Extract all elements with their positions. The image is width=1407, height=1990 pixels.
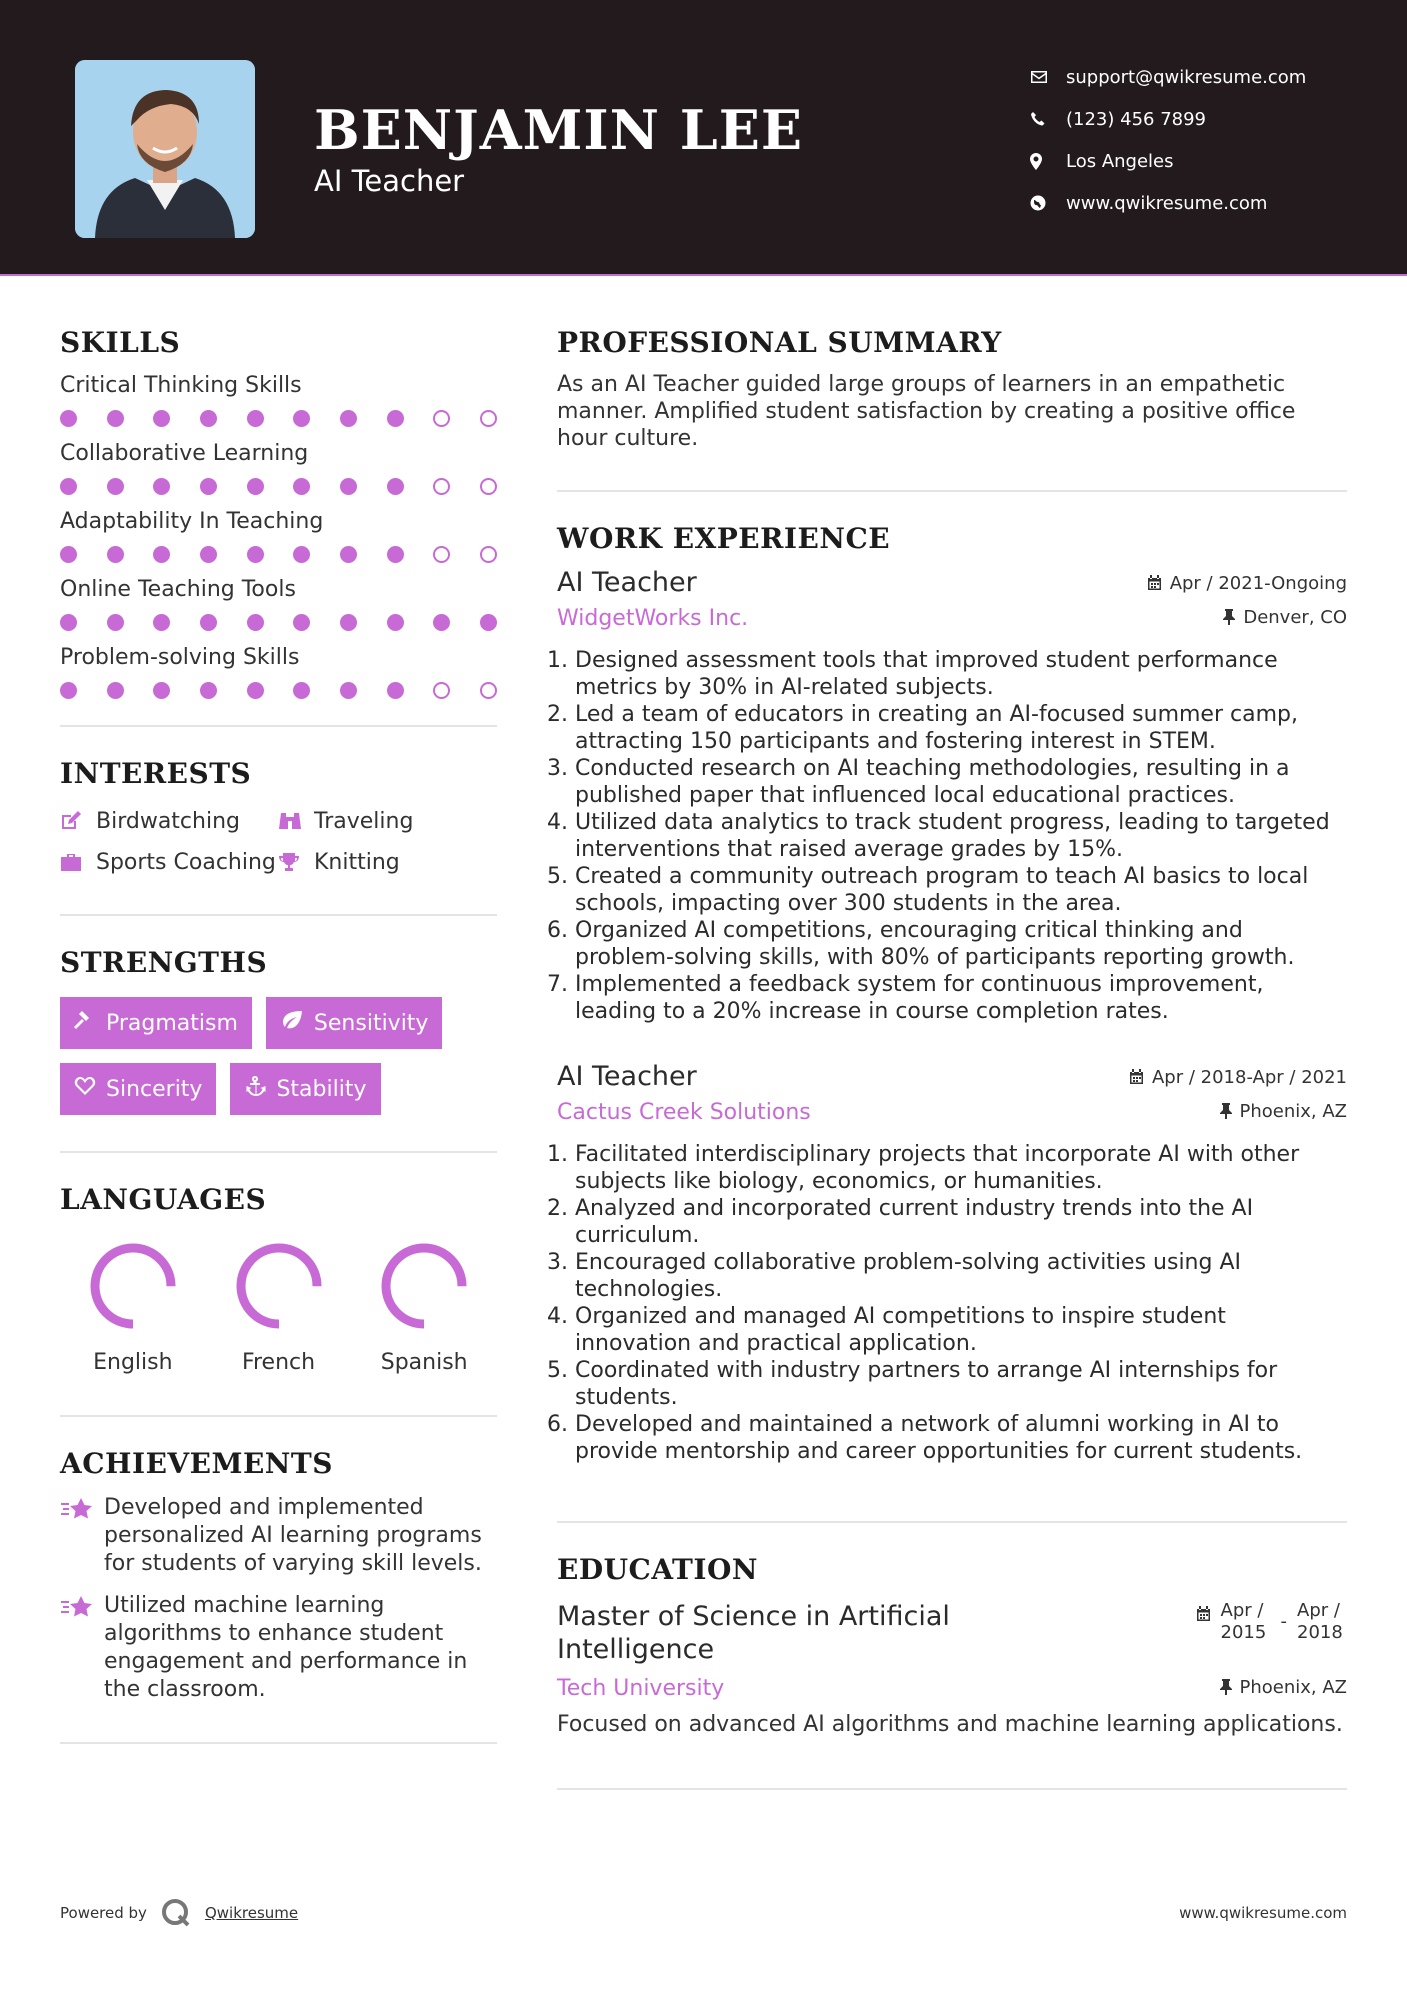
pencil-square-icon bbox=[60, 808, 96, 839]
interest-item bbox=[60, 808, 278, 839]
envelope-icon bbox=[1030, 70, 1066, 84]
job-location-text: Phoenix, AZ bbox=[1239, 1100, 1347, 1122]
languages-list bbox=[60, 1238, 497, 1375]
interests-title: INTERESTS bbox=[60, 757, 252, 790]
rating-dot-empty bbox=[480, 682, 497, 699]
skill-name: Critical Thinking Skills bbox=[60, 373, 302, 398]
resume-header bbox=[0, 0, 1407, 276]
language-item bbox=[60, 1238, 206, 1375]
rating-dot-empty bbox=[433, 682, 450, 699]
skill-name: Problem-solving Skills bbox=[60, 645, 300, 670]
strength-label: Stability bbox=[276, 1076, 367, 1102]
job-bullet: 6. Organized AI competitions, encouraging critical thinking and problem-solving skills, with 80% of participants reporting growth. bbox=[575, 917, 1347, 971]
job-location bbox=[1220, 1101, 1348, 1122]
section-divider bbox=[60, 1742, 497, 1744]
skill-rating bbox=[60, 410, 497, 427]
school-name: Tech University bbox=[557, 1676, 725, 1701]
star-badge-icon bbox=[60, 1494, 104, 1578]
language-level-gauge bbox=[376, 1238, 472, 1334]
rating-dot-filled bbox=[247, 478, 264, 495]
job-dates bbox=[1147, 573, 1347, 594]
candidate-role: AI Teacher bbox=[314, 164, 465, 198]
interest-item bbox=[60, 849, 278, 880]
education-location-text: Phoenix, AZ bbox=[1239, 1676, 1347, 1698]
job-bullet: 1. Facilitated interdisciplinary projects that incorporate AI with other subjects like biology, economics, or humanities. bbox=[575, 1141, 1347, 1195]
strength-label: Sensitivity bbox=[313, 1010, 429, 1036]
skill-name: Online Teaching Tools bbox=[60, 577, 296, 602]
job-entry bbox=[557, 1061, 1347, 1465]
job-location bbox=[1223, 607, 1347, 628]
powered-by-label: Powered by bbox=[60, 1904, 147, 1922]
education-description: Focused on advanced AI algorithms and machine learning applications. bbox=[557, 1712, 1343, 1737]
location-pin-icon bbox=[1030, 153, 1066, 170]
calendar-icon bbox=[1147, 575, 1162, 591]
interest-label: Birdwatching bbox=[96, 809, 240, 834]
rating-dot-filled bbox=[107, 682, 124, 699]
candidate-name: BENJAMIN LEE bbox=[314, 98, 804, 162]
language-item bbox=[351, 1238, 497, 1375]
job-bullets bbox=[557, 1141, 1347, 1465]
rating-dot-filled bbox=[433, 614, 450, 631]
rating-dot-filled bbox=[60, 546, 77, 563]
job-bullet: 2. Led a team of educators in creating an AI-focused summer camp, attracting 150 participants and fostering interest in STEM. bbox=[575, 701, 1347, 755]
achievement-text: Developed and implemented personalized AI learning programs for students of varying skill levels. bbox=[104, 1495, 482, 1576]
job-bullet: 4. Utilized data analytics to track student progress, leading to targeted interventions that raised average grades by 15%. bbox=[575, 809, 1347, 863]
rating-dot-filled bbox=[387, 682, 404, 699]
experience-title: WORK EXPERIENCE bbox=[557, 522, 891, 555]
achievements-title: ACHIEVEMENTS bbox=[60, 1447, 333, 1480]
job-bullet: 2. Analyzed and incorporated current industry trends into the AI curriculum. bbox=[575, 1195, 1347, 1249]
rating-dot-filled bbox=[107, 478, 124, 495]
rating-dot-filled bbox=[340, 614, 357, 631]
rating-dot-filled bbox=[60, 410, 77, 427]
skills-list bbox=[60, 373, 497, 699]
education-subheader bbox=[557, 1676, 1347, 1701]
language-name: English bbox=[93, 1350, 173, 1375]
interest-label: Knitting bbox=[314, 850, 400, 875]
job-subheader bbox=[557, 606, 1347, 631]
pushpin-icon bbox=[1220, 1103, 1232, 1119]
summary-text: As an AI Teacher guided large groups of learners in an empathetic manner. Amplified student satisfaction by creating a positive office hour culture. bbox=[557, 372, 1296, 451]
rating-dot-filled bbox=[293, 682, 310, 699]
rating-dot-filled bbox=[247, 410, 264, 427]
language-level-gauge bbox=[231, 1238, 327, 1334]
language-level-arc bbox=[95, 1248, 171, 1324]
interest-item bbox=[278, 808, 497, 839]
contact-location-text: Los Angeles bbox=[1066, 150, 1174, 172]
section-divider bbox=[60, 1151, 497, 1153]
rating-dot-filled bbox=[200, 478, 217, 495]
education-dates bbox=[1196, 1600, 1348, 1644]
rating-dot-empty bbox=[433, 478, 450, 495]
education-start: Apr / 2015 bbox=[1220, 1600, 1267, 1643]
rating-dot-filled bbox=[340, 546, 357, 563]
pushpin-icon bbox=[1220, 1679, 1232, 1695]
strengths-section bbox=[60, 946, 497, 1115]
rating-dot-filled bbox=[247, 682, 264, 699]
job-bullet: 5. Created a community outreach program to teach AI basics to local schools, impacting over 300 students in the area. bbox=[575, 863, 1347, 917]
skill-rating bbox=[60, 682, 497, 699]
skills-section bbox=[60, 326, 497, 699]
rating-dot-filled bbox=[153, 546, 170, 563]
qwikresume-logo-icon bbox=[161, 1898, 191, 1928]
education-end: Apr / 2018 bbox=[1297, 1600, 1343, 1643]
language-level-gauge bbox=[85, 1238, 181, 1334]
job-location-text: Denver, CO bbox=[1243, 606, 1347, 628]
job-header bbox=[557, 1061, 1347, 1092]
globe-icon bbox=[1030, 195, 1066, 211]
job-bullet: 6. Developed and maintained a network of alumni working in AI to provide mentorship and career opportunities for current students. bbox=[575, 1411, 1347, 1465]
rating-dot-filled bbox=[340, 682, 357, 699]
summary-title: PROFESSIONAL SUMMARY bbox=[557, 326, 1002, 359]
language-name: French bbox=[241, 1350, 316, 1375]
job-header bbox=[557, 567, 1347, 598]
section-divider bbox=[60, 1415, 497, 1417]
job-bullet: 3. Encouraged collaborative problem-solving activities using AI technologies. bbox=[575, 1249, 1347, 1303]
anchor-icon bbox=[244, 1075, 266, 1103]
job-bullet: 4. Organized and managed AI competitions to inspire student innovation and practical application. bbox=[575, 1303, 1347, 1357]
calendar-icon bbox=[1129, 1069, 1144, 1085]
interest-label: Traveling bbox=[314, 809, 414, 834]
contact-website[interactable] bbox=[1030, 182, 1306, 224]
section-divider bbox=[557, 1788, 1347, 1790]
rating-dot-filled bbox=[387, 478, 404, 495]
education-section bbox=[557, 1553, 1347, 1738]
footer-website[interactable]: www.qwikresume.com bbox=[1179, 1904, 1347, 1922]
rating-dot-filled bbox=[387, 614, 404, 631]
rating-dot-empty bbox=[433, 546, 450, 563]
rating-dot-filled bbox=[153, 410, 170, 427]
language-name: Spanish bbox=[380, 1350, 468, 1375]
rating-dot-filled bbox=[293, 546, 310, 563]
briefcase-icon bbox=[60, 849, 96, 880]
education-location bbox=[1220, 1677, 1348, 1698]
contact-email-text: support@qwikresume.com bbox=[1066, 66, 1307, 88]
rating-dot-filled bbox=[340, 478, 357, 495]
rating-dot-empty bbox=[480, 546, 497, 563]
powered-by bbox=[60, 1898, 298, 1928]
rating-dot-filled bbox=[60, 478, 77, 495]
strength-tags bbox=[60, 997, 497, 1115]
strength-tag bbox=[266, 997, 443, 1049]
education-dash: - bbox=[1280, 1611, 1287, 1632]
achievement-item bbox=[60, 1494, 497, 1578]
rating-dot-filled bbox=[153, 614, 170, 631]
experience-section bbox=[557, 522, 1347, 1465]
rating-dot-filled bbox=[200, 410, 217, 427]
section-divider bbox=[60, 914, 497, 916]
rating-dot-filled bbox=[153, 478, 170, 495]
skill-rating bbox=[60, 546, 497, 563]
rating-dot-filled bbox=[293, 410, 310, 427]
language-level-arc bbox=[386, 1248, 462, 1324]
rating-dot-filled bbox=[107, 410, 124, 427]
leaf-icon bbox=[280, 1010, 304, 1036]
rating-dot-empty bbox=[480, 478, 497, 495]
strength-tag bbox=[60, 997, 252, 1049]
binoculars-icon bbox=[278, 808, 314, 839]
contact-phone-text: (123) 456 7899 bbox=[1066, 108, 1207, 130]
rating-dot-filled bbox=[293, 478, 310, 495]
achievements-section bbox=[60, 1447, 497, 1704]
rating-dot-filled bbox=[387, 546, 404, 563]
job-bullets bbox=[557, 647, 1347, 1025]
job-dates-text: Apr / 2018-Apr / 2021 bbox=[1151, 1066, 1347, 1088]
section-divider bbox=[557, 490, 1347, 492]
rating-dot-filled bbox=[340, 410, 357, 427]
job-title: AI Teacher bbox=[557, 1061, 697, 1092]
contact-website-text: www.qwikresume.com bbox=[1066, 192, 1268, 214]
pushpin-icon bbox=[1223, 609, 1235, 625]
star-badge-icon bbox=[60, 1592, 104, 1704]
job-entry bbox=[557, 567, 1347, 1025]
rating-dot-filled bbox=[107, 546, 124, 563]
calendar-icon bbox=[1196, 1606, 1211, 1622]
languages-section bbox=[60, 1183, 497, 1375]
rating-dot-filled bbox=[200, 546, 217, 563]
job-subheader bbox=[557, 1100, 1347, 1125]
rating-dot-filled bbox=[293, 614, 310, 631]
rating-dot-filled bbox=[153, 682, 170, 699]
contact-location bbox=[1030, 140, 1306, 182]
trophy-icon bbox=[278, 849, 314, 880]
gavel-icon bbox=[74, 1010, 96, 1036]
strength-label: Sincerity bbox=[106, 1076, 203, 1102]
job-bullet: 7. Implemented a feedback system for continuous improvement, leading to a 20% increase in course completion rates. bbox=[575, 971, 1347, 1025]
phone-icon bbox=[1030, 111, 1066, 127]
rating-dot-filled bbox=[200, 682, 217, 699]
summary-section bbox=[557, 326, 1347, 452]
language-item bbox=[206, 1238, 352, 1375]
section-divider bbox=[60, 725, 497, 727]
rating-dot-empty bbox=[480, 410, 497, 427]
strength-label: Pragmatism bbox=[106, 1010, 238, 1036]
education-title: EDUCATION bbox=[557, 1553, 758, 1586]
job-title: AI Teacher bbox=[557, 567, 697, 598]
rating-dot-filled bbox=[247, 614, 264, 631]
right-column bbox=[557, 300, 1347, 1790]
rating-dot-filled bbox=[247, 546, 264, 563]
contact-phone[interactable] bbox=[1030, 98, 1306, 140]
interest-label: Sports Coaching bbox=[96, 850, 276, 875]
job-bullet: 5. Coordinated with industry partners to arrange AI internships for students. bbox=[575, 1357, 1347, 1411]
job-dates bbox=[1129, 1067, 1347, 1088]
left-column bbox=[60, 300, 497, 1744]
company-name: WidgetWorks Inc. bbox=[557, 606, 749, 631]
section-divider bbox=[557, 1521, 1347, 1523]
rating-dot-filled bbox=[107, 614, 124, 631]
skill-name: Adaptability In Teaching bbox=[60, 509, 324, 534]
profile-photo bbox=[75, 60, 255, 238]
interests-section bbox=[60, 757, 497, 880]
rating-dot-filled bbox=[60, 614, 77, 631]
interest-item bbox=[278, 849, 497, 880]
strengths-title: STRENGTHS bbox=[60, 946, 268, 979]
skills-title: SKILLS bbox=[60, 326, 181, 359]
skill-rating bbox=[60, 478, 497, 495]
contact-list bbox=[1030, 56, 1306, 224]
company-name: Cactus Creek Solutions bbox=[557, 1100, 811, 1125]
rating-dot-filled bbox=[387, 410, 404, 427]
qwikresume-link[interactable]: Qwikresume bbox=[204, 1904, 299, 1922]
heart-icon bbox=[74, 1076, 96, 1102]
degree-name: Master of Science in Artificial Intelligence bbox=[557, 1601, 950, 1665]
rating-dot-filled bbox=[480, 614, 497, 631]
education-header bbox=[557, 1600, 1347, 1666]
skill-rating bbox=[60, 614, 497, 631]
rating-dot-filled bbox=[200, 614, 217, 631]
language-level-arc bbox=[241, 1248, 317, 1324]
skill-name: Collaborative Learning bbox=[60, 441, 309, 466]
job-bullet: 1. Designed assessment tools that improved student performance metrics by 30% in AI-related subjects. bbox=[575, 647, 1347, 701]
achievement-item bbox=[60, 1592, 497, 1704]
job-bullet: 3. Conducted research on AI teaching methodologies, resulting in a published paper that influenced local educational practices. bbox=[575, 755, 1347, 809]
footer bbox=[60, 1898, 1347, 1928]
job-dates-text: Apr / 2021-Ongoing bbox=[1169, 572, 1347, 594]
rating-dot-empty bbox=[433, 410, 450, 427]
achievement-text: Utilized machine learning algorithms to enhance student engagement and performance in the classroom. bbox=[104, 1593, 468, 1702]
contact-email[interactable] bbox=[1030, 56, 1306, 98]
interests-grid bbox=[60, 808, 497, 880]
languages-title: LANGUAGES bbox=[60, 1183, 267, 1216]
strength-tag bbox=[230, 1063, 380, 1115]
rating-dot-filled bbox=[60, 682, 77, 699]
strength-tag bbox=[60, 1063, 216, 1115]
